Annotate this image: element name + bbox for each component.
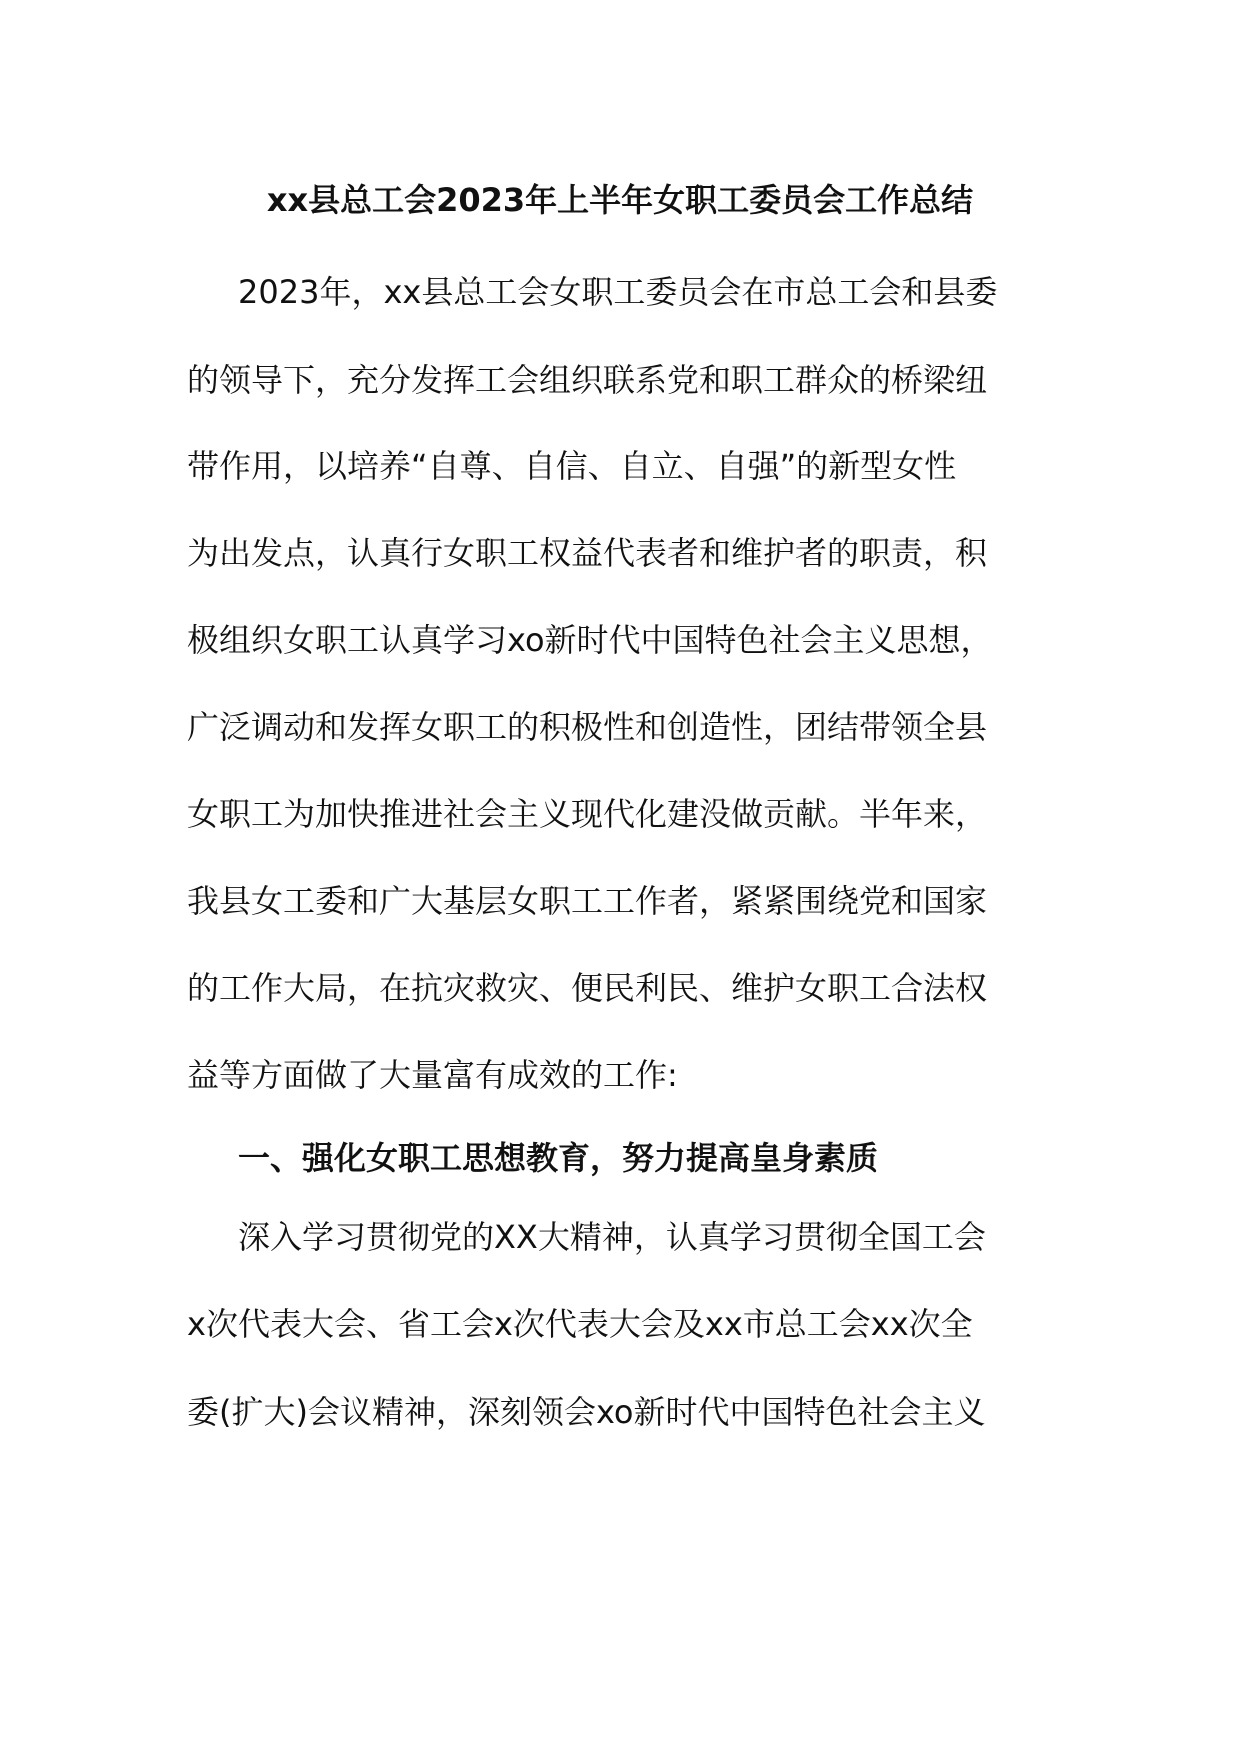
section-heading: 一、强化女职工思想教育，努力提高皇身素质: [238, 1139, 879, 1177]
paragraph-line: 的工作大局，在抗灾救灾、便民利民、维护女职工合法权: [187, 969, 988, 1007]
paragraph-line: 的领导下，充分发挥工会组织联系党和职工群众的桥梁纽: [187, 361, 988, 399]
paragraph-line: 女职工为加快推进社会主义现代化建没做贡献。半年来，: [187, 795, 988, 833]
paragraph-line: 极组织女职工认真学习xo新时代中国特色社会主义思想，: [187, 621, 993, 659]
paragraph-line: 为出发点，认真行女职工权益代表者和维护者的职责，积: [187, 534, 988, 572]
document-title: xx县总工会2023年上半年女职工委员会工作总结: [266, 181, 974, 219]
paragraph-line: 广泛调动和发挥女职工的积极性和创造性，团结带领全县: [187, 708, 988, 746]
paragraph-line: 我县女工委和广大基层女职工工作者，紧紧围绕党和国家: [187, 882, 988, 920]
paragraph-line: 益等方面做了大量富有成效的工作:: [187, 1056, 678, 1094]
paragraph-line: 深入学习贯彻党的XX大精神，认真学习贯彻全国工会: [238, 1218, 986, 1256]
paragraph-line: 带作用，以培养“自尊、自信、自立、自强”的新型女性: [187, 447, 957, 485]
paragraph-line: 2023年，xx县总工会女职工委员会在市总工会和县委: [238, 273, 998, 311]
paragraph-line: x次代表大会、省工会x次代表大会及xx市总工会xx次全: [187, 1305, 973, 1343]
paragraph-line: 委(扩大)会议精神，深刻领会xo新时代中国特色社会主义: [187, 1393, 986, 1431]
